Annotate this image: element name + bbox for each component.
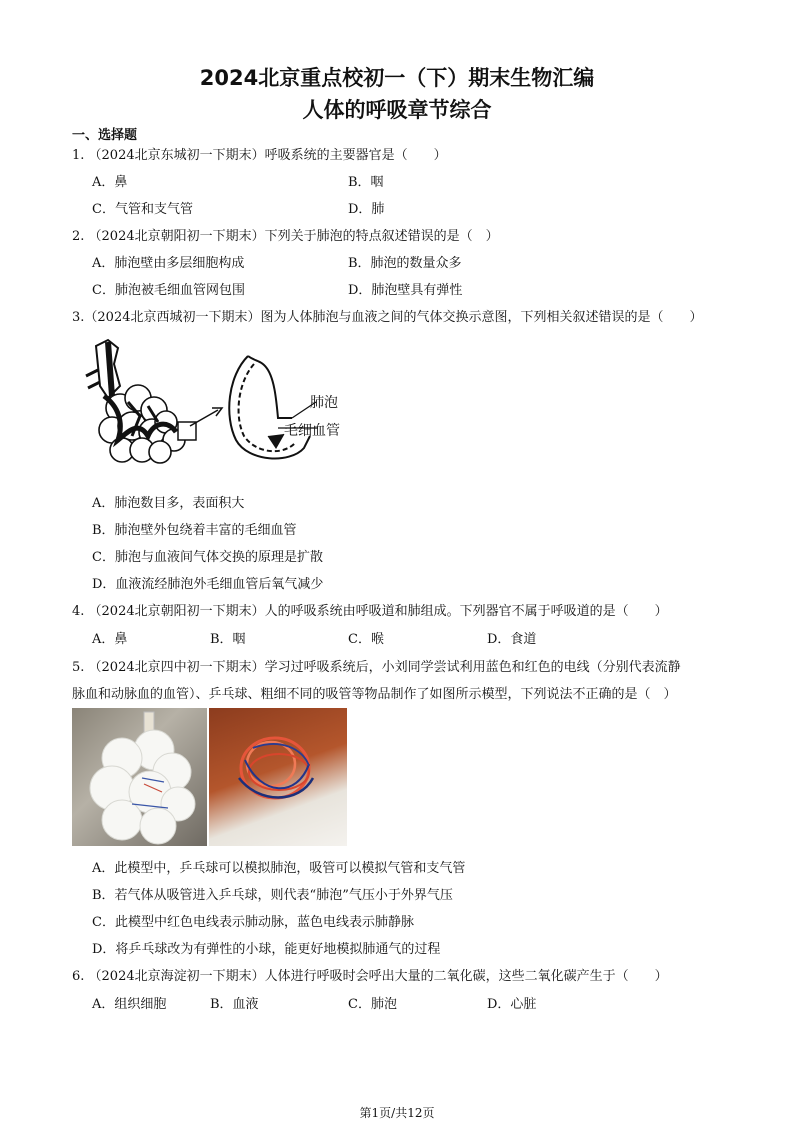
page-subtitle: 人体的呼吸章节综合 xyxy=(302,98,492,122)
question-2-option-d: D．肺泡壁具有弹性 xyxy=(348,283,463,298)
question-6-option-b: B．血液 xyxy=(210,997,259,1012)
question-4-option-a: A．鼻 xyxy=(92,632,128,647)
question-5-stem-line-1: 5. （2024北京四中初一下期末）学习过呼吸系统后，小刘同学尝试利用蓝色和红色的电线（分别代表流静 xyxy=(72,660,681,675)
ping-pong-model-photo xyxy=(72,708,207,846)
question-6-option-d: D．心脏 xyxy=(487,997,537,1012)
question-2-option-a: A．肺泡壁由多层细胞构成 xyxy=(92,256,245,271)
ping-pong-balls-image xyxy=(72,708,207,846)
question-1-option-a: A．鼻 xyxy=(92,175,128,190)
question-1-option-c: C．气管和支气管 xyxy=(92,202,193,217)
question-3-option-a: A．肺泡数目多，表面积大 xyxy=(92,496,245,511)
question-3-option-b: B．肺泡壁外包绕着丰富的毛细血管 xyxy=(92,523,297,538)
question-5-stem-line-2: 脉血和动脉血的血管）、乒乓球、粗细不同的吸管等物品制作了如图所示模型，下列说法不正确的是（ ） xyxy=(72,687,677,702)
wire-model-photo xyxy=(209,708,347,846)
question-5-option-a: A．此模型中，乒乓球可以模拟肺泡，吸管可以模拟气管和支气管 xyxy=(92,861,466,876)
section-heading: 一、选择题 xyxy=(72,128,138,143)
question-2-stem: 2. （2024北京朝阳初一下期末）下列关于肺泡的特点叙述错误的是（ ） xyxy=(72,229,499,244)
question-5-option-c: C．此模型中红色电线表示肺动脉，蓝色电线表示肺静脉 xyxy=(92,915,414,930)
question-2-option-c: C．肺泡被毛细血管网包围 xyxy=(92,283,245,298)
question-6-stem: 6. （2024北京海淀初一下期末）人体进行呼吸时会呼出大量的二氧化碳，这些二氧化碳产生于（ ） xyxy=(72,969,668,984)
question-4-stem: 4. （2024北京朝阳初一下期末）人的呼吸系统由呼吸道和肺组成。下列器官不属于呼吸道的是（ ） xyxy=(72,604,668,619)
question-1-stem: 1. （2024北京东城初一下期末）呼吸系统的主要器官是（ ） xyxy=(72,148,447,163)
page-title: 2024北京重点校初一（下）期末生物汇编 xyxy=(199,66,595,90)
question-6-option-c: C．肺泡 xyxy=(348,997,397,1012)
question-4-option-b: B．咽 xyxy=(210,632,246,647)
question-1-option-d: D．肺 xyxy=(348,202,385,217)
question-3-option-c: C．肺泡与血液间气体交换的原理是扩散 xyxy=(92,550,323,565)
figure-label-capillary: 毛细血管 xyxy=(284,423,340,439)
question-4-option-c: C．喉 xyxy=(348,632,384,647)
question-5-option-b: B．若气体从吸管进入乒乓球，则代表“肺泡”气压小于外界气压 xyxy=(92,888,453,903)
question-3-stem: 3.（2024北京西城初一下期末）图为人体肺泡与血液之间的气体交换示意图，下列相关叙述错误的是（ ） xyxy=(72,310,703,325)
question-3-option-d: D．血液流经肺泡外毛细血管后氧气减少 xyxy=(92,577,324,592)
wire-basket-image xyxy=(209,708,347,846)
question-4-option-d: D．食道 xyxy=(487,632,537,647)
figure-label-alveolus: 肺泡 xyxy=(310,395,338,411)
question-5-option-d: D．将乒乓球改为有弹性的小球，能更好地模拟肺通气的过程 xyxy=(92,942,441,957)
question-2-option-b: B．肺泡的数量众多 xyxy=(348,256,462,271)
page-footer: 第1页/共12页 xyxy=(359,1106,435,1120)
question-1-option-b: B．咽 xyxy=(348,175,384,190)
alveoli-gas-exchange-figure xyxy=(78,336,378,471)
question-6-option-a: A．组织细胞 xyxy=(92,997,167,1012)
